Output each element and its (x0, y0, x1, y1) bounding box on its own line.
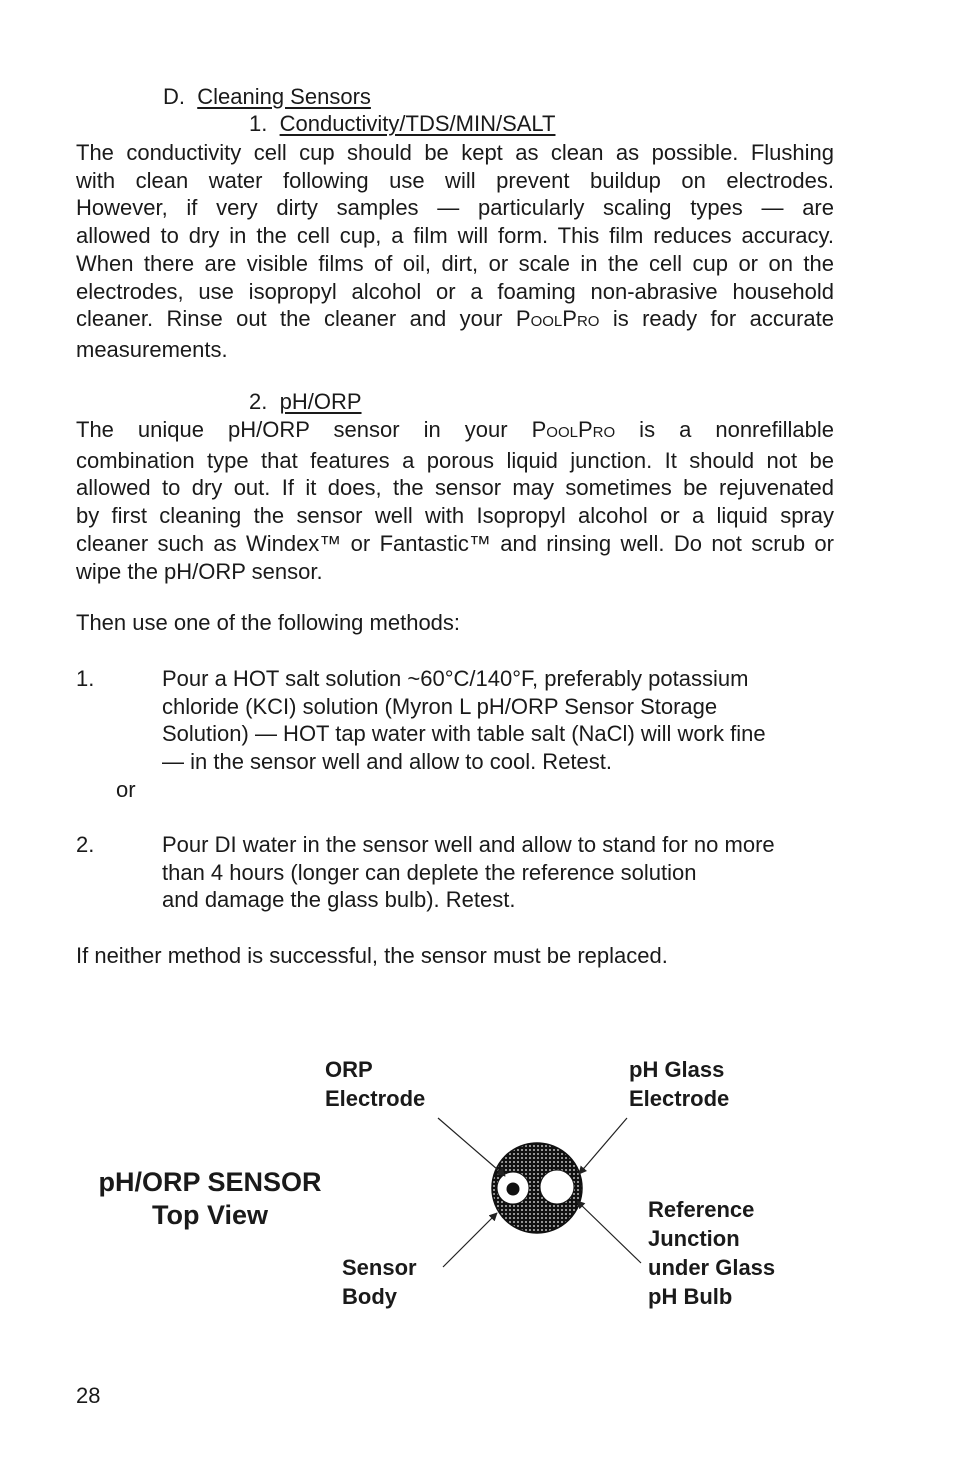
text-line: However, if very dirty samples — particularly scaling types — are (76, 195, 834, 221)
text-line: cleaner such as Windex™ or Fantastic™ and rinsing well. Do not scrub or (76, 530, 834, 556)
orp-electrode-dot (507, 1183, 520, 1196)
sensor-body-pointer (443, 1213, 497, 1267)
ph-glass-well (540, 1170, 574, 1204)
section-title: Cleaning Sensors (197, 84, 371, 109)
diagram-title (88, 1166, 332, 1232)
page-number: 28 (76, 1383, 101, 1408)
text-line: Pour DI water in the sensor well and allow to stand for no more (162, 832, 775, 857)
brand-name: POOLPRO (531, 417, 616, 442)
text-line: Pour a HOT salt solution ~60°C/140°F, preferably potassium (162, 666, 749, 691)
text-line: cleaner. Rinse out the cleaner and your POOLPRO is ready for accurate (76, 306, 834, 332)
brand-name: POOLPRO (515, 306, 600, 332)
orp-electrode-label: ORP Electrode (325, 1057, 426, 1111)
text-line: allowed to dry in the cell cup, a film will form. This film reduces accuracy. (76, 223, 834, 249)
method-1-number: 1. (76, 666, 95, 691)
subsection-2-title: pH/ORP (279, 389, 362, 414)
reference-junction-label: Reference Junction under Glass pH Bulb (648, 1197, 776, 1309)
text-line: The unique pH/ORP sensor in your POOLPRO is a nonrefillable (76, 417, 834, 442)
text-line: allowed to dry out. If it does, the sensor may sometimes be rejuvenated (76, 475, 834, 501)
or-separator: or (116, 777, 136, 802)
text-line: by first cleaning the sensor well with Isopropyl alcohol or a liquid spray (76, 503, 834, 529)
text-line: Solution) — HOT tap water with table salt (NaCl) will work fine (162, 721, 766, 747)
diagram-title-line-2: Top View (151, 1200, 268, 1230)
closing-note: If neither method is successful, the sensor must be replaced. (76, 943, 668, 968)
subsection-1-number: 1. (249, 111, 268, 136)
methods-intro: Then use one of the following methods: (76, 610, 461, 635)
text-line: and damage the glass bulb). Retest. (162, 887, 516, 913)
text-line: than 4 hours (longer can deplete the reference solution (162, 859, 697, 885)
text-line: — in the sensor well and allow to cool. Retest. (162, 749, 613, 775)
subsection-1-title: Conductivity/TDS/MIN/SALT (279, 111, 556, 136)
ph-glass-pointer (579, 1118, 627, 1174)
text-line: chloride (KCI) solution (Myron L pH/ORP Sensor Storage (162, 693, 718, 719)
text-line: electrodes, use isopropyl alcohol or a foaming non-abrasive household (76, 278, 834, 304)
text-line: measurements. (76, 336, 228, 362)
ph-glass-electrode-label: pH Glass Electrode (629, 1057, 730, 1111)
sensor-body-label: Sensor Body (342, 1255, 417, 1309)
text-line: The conductivity cell cup should be kept as clean as possible. Flushing (76, 140, 834, 165)
diagram-title-line-1: pH/ORP SENSOR (98, 1167, 322, 1197)
section-letter: D. (163, 84, 185, 109)
text-line: with clean water following use will prevent buildup on electrodes. (76, 167, 834, 193)
text-line: When there are visible films of oil, dirt, or scale in the cell cup or on the (76, 250, 834, 276)
text-line: wipe the pH/ORP sensor. (76, 558, 323, 584)
text-line: combination type that features a porous liquid junction. It should not be (76, 447, 834, 473)
subsection-2-number: 2. (249, 389, 268, 414)
reference-junction-pointer (577, 1201, 641, 1263)
orp-pointer (438, 1118, 505, 1176)
method-2-number: 2. (76, 832, 95, 857)
